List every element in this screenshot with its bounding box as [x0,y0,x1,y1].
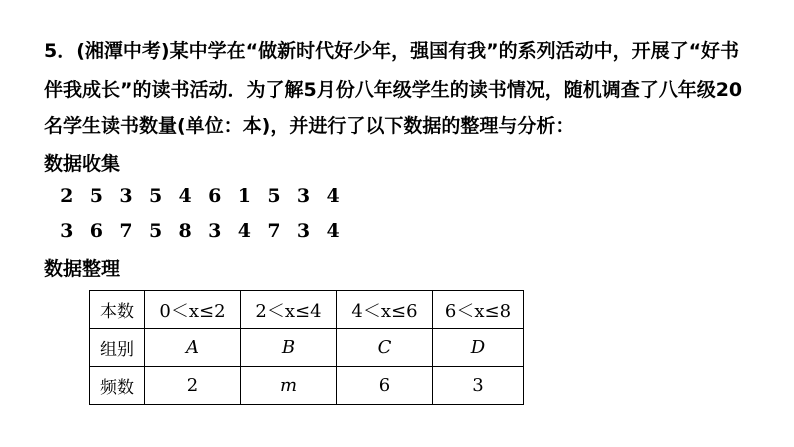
table-cell: 2 [145,367,241,405]
table-row [90,291,524,329]
table-header-cell: 本数 [90,291,145,329]
data-value: 1 [237,185,251,207]
problem-line-2: 伴我成长”的读书活动．为了解5月份八年级学生的读书情况，随机调查了八年级20 [44,79,743,101]
data-value: 5 [89,185,103,207]
table-cell: 4＜x≤6 [337,291,433,329]
data-value: 3 [60,220,74,242]
data-value: 3 [296,220,311,242]
table-cell: C [337,329,433,367]
table-header-cell: 组别 [90,329,145,367]
table-row [90,329,524,367]
table-cell: 0＜x≤2 [145,291,241,329]
data-value: 5 [267,185,281,207]
collection-row-1 [52,183,348,209]
data-value: 4 [178,185,192,207]
data-value: 4 [326,185,340,207]
table-row [90,367,524,405]
table-cell: B [241,329,337,367]
data-value: 8 [178,220,192,242]
data-value: 3 [296,185,311,207]
table-cell: m [241,367,337,405]
data-value: 4 [326,220,340,242]
table-cell: 6＜x≤8 [433,291,524,329]
table-header-cell: 频数 [90,367,145,405]
data-value: 5 [148,220,163,242]
table-cell: 6 [337,367,433,405]
data-value: 7 [119,220,133,242]
problem-line-1: 5．(湘潭中考)某中学在“做新时代好少年，强国有我”的系列活动中，开展了“好书 [44,40,740,62]
table-cell: 3 [433,367,524,405]
frequency-table [89,290,524,405]
data-value: 3 [208,220,222,242]
organization-heading: 数据整理 [44,258,121,280]
collection-heading: 数据收集 [44,153,121,175]
data-value: 2 [60,185,74,207]
collection-row-2 [52,218,348,244]
table-cell: D [433,329,524,367]
data-value: 7 [267,220,281,242]
data-value: 3 [119,185,133,207]
data-value: 4 [237,220,251,242]
table-cell: A [145,329,241,367]
data-value: 6 [208,185,222,207]
problem-line-3: 名学生读书数量(单位：本)，并进行了以下数据的整理与分析： [44,115,575,137]
data-value: 5 [148,185,163,207]
table-cell: 2＜x≤4 [241,291,337,329]
data-value: 6 [89,220,103,242]
